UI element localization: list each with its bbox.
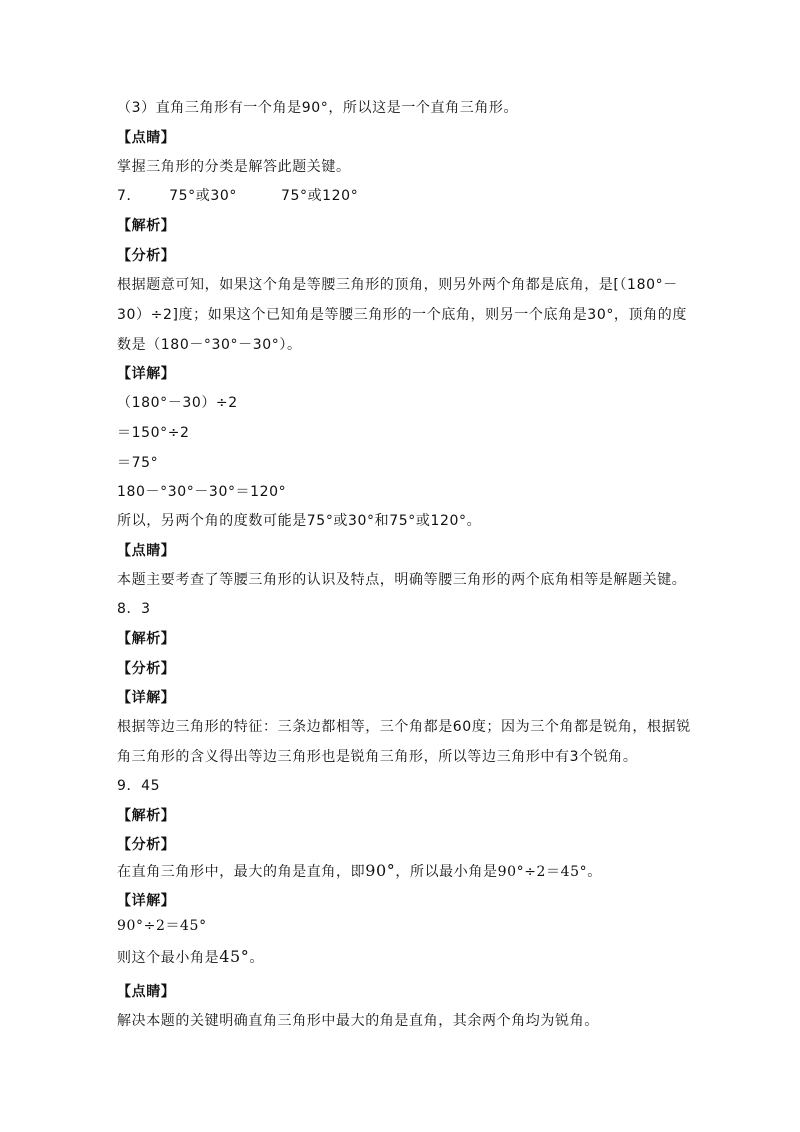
answer-blank-2: 75°或120°	[280, 188, 359, 204]
text-line: 解决本题的关键明确直角三角形中最大的角是直角，其余两个角均为锐角。	[117, 1013, 599, 1029]
answer-7	[117, 186, 717, 206]
text-segment: ，所以最小角是	[395, 864, 498, 880]
text-line: 根据题意可知，如果这个角是等腰三角形的顶角，则另外两个角都是底角，是[（180°－	[117, 277, 678, 293]
answer-9: 9．45	[117, 778, 161, 794]
text-line: 30）÷2]度；如果这个已知角是等腰三角形的一个底角，则另一个底角是30°，顶角的度	[117, 307, 687, 323]
math-expression: 90°÷2＝45°	[497, 864, 588, 880]
question-number: 7．	[117, 188, 142, 204]
section-label-fenxi: 【分析】	[117, 837, 176, 853]
text-line: 根据等边三角形的特征：三条边都相等，三个角都是60度；因为三个角都是锐角，根据锐	[117, 719, 691, 735]
section-label-xiangjie: 【详解】	[117, 893, 176, 909]
answer-blank-1: 75°或30°	[169, 188, 237, 204]
section-label-jiexi: 【解析】	[117, 631, 176, 647]
text-line-with-math	[117, 861, 717, 882]
section-label-fenxi: 【分析】	[117, 248, 176, 264]
calc-line: （180°－30）÷2	[117, 395, 238, 411]
section-label-fenxi: 【分析】	[117, 661, 176, 677]
calc-line: ＝75°	[117, 455, 159, 471]
text-line: 所以，另两个角的度数可能是75°或30°和75°或120°。	[117, 513, 482, 529]
text-segment: 在直角三角形中，最大的角是直角，即	[117, 864, 366, 880]
text-line: 数是（180－°30°－30°）。	[117, 337, 302, 353]
section-label-jiexi: 【解析】	[117, 808, 176, 824]
text-segment: 。	[249, 950, 264, 966]
section-label-jiexi: 【解析】	[117, 218, 176, 234]
text-segment: 。	[587, 864, 602, 880]
section-label-dianjing: 【点睛】	[117, 130, 176, 146]
section-label-dianjing: 【点睛】	[117, 543, 176, 559]
text-segment: 则这个最小角是	[117, 950, 220, 966]
section-label-xiangjie: 【详解】	[117, 690, 176, 706]
math-expression: 90°÷2＝45°	[117, 918, 207, 934]
math-expression: 90°	[365, 861, 396, 880]
text-line: 角三角形的含义得出等边三角形也是锐角三角形，所以等边三角形中有3个锐角。	[117, 749, 638, 765]
math-expression: 45°	[219, 947, 250, 966]
section-label-dianjing: 【点睛】	[117, 984, 176, 1000]
calc-line: ＝150°÷2	[117, 425, 190, 441]
calc-line: 180－°30°－30°＝120°	[117, 484, 287, 500]
text-line: 本题主要考查了等腰三角形的认识及特点，明确等腰三角形的两个底角相等是解题关键。	[117, 572, 687, 588]
text-line: （3）直角三角形有一个角是90°，所以这是一个直角三角形。	[117, 100, 519, 116]
text-line: 掌握三角形的分类是解答此题关键。	[117, 159, 351, 175]
text-line-with-math	[117, 947, 717, 968]
section-label-xiangjie: 【详解】	[117, 366, 176, 382]
answer-8: 8．3	[117, 601, 151, 617]
